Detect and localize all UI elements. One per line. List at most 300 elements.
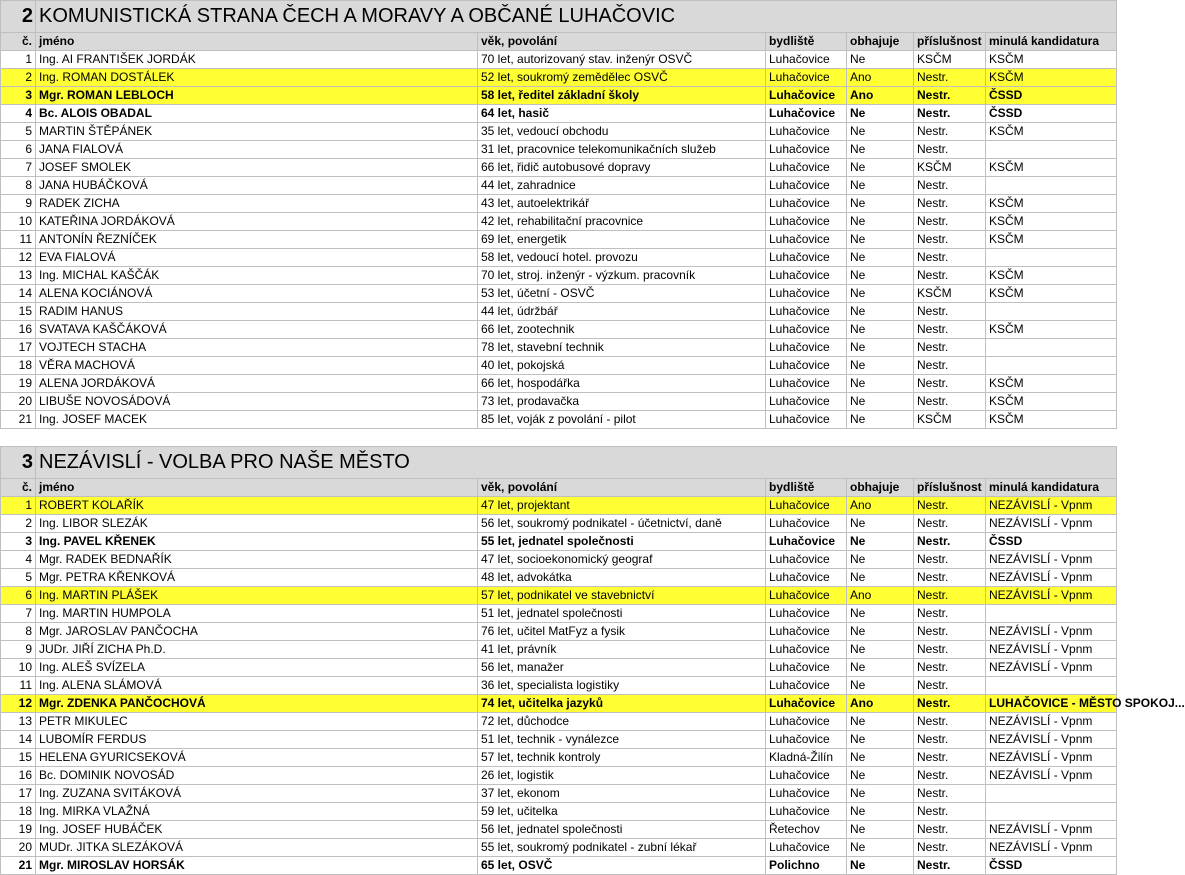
age-occupation-cell[interactable]: 56 let, soukromý podnikatel - účetnictví, daně bbox=[478, 515, 766, 533]
previous-candidacy-cell[interactable]: NEZÁVISLÍ - Vpnm bbox=[986, 497, 1117, 515]
name-cell[interactable]: Ing. LIBOR SLEZÁK bbox=[36, 515, 478, 533]
party-number[interactable]: 2 bbox=[1, 1, 36, 33]
residence-cell[interactable]: Luhačovice bbox=[766, 713, 847, 731]
residence-cell[interactable]: Luhačovice bbox=[766, 785, 847, 803]
age-occupation-cell[interactable]: 70 let, stroj. inženýr - výzkum. pracovník bbox=[478, 267, 766, 285]
affiliation-cell[interactable]: Nestr. bbox=[914, 393, 986, 411]
name-cell[interactable]: ALENA KOCIÁNOVÁ bbox=[36, 285, 478, 303]
column-header-affiliation[interactable]: příslušnost bbox=[914, 479, 986, 497]
column-header-rank[interactable]: č. bbox=[1, 33, 36, 51]
name-cell[interactable]: Ing. PAVEL KŘENEK bbox=[36, 533, 478, 551]
column-header-defends[interactable]: obhajuje bbox=[847, 479, 914, 497]
residence-cell[interactable]: Luhačovice bbox=[766, 731, 847, 749]
previous-candidacy-cell[interactable]: KSČM bbox=[986, 123, 1117, 141]
previous-candidacy-cell[interactable]: NEZÁVISLÍ - Vpnm bbox=[986, 821, 1117, 839]
defends-cell[interactable]: Ne bbox=[847, 177, 914, 195]
previous-candidacy-cell[interactable] bbox=[986, 605, 1117, 623]
previous-candidacy-cell[interactable]: NEZÁVISLÍ - Vpnm bbox=[986, 659, 1117, 677]
rank-cell[interactable]: 1 bbox=[1, 497, 36, 515]
defends-cell[interactable]: Ne bbox=[847, 515, 914, 533]
previous-candidacy-cell[interactable]: NEZÁVISLÍ - Vpnm bbox=[986, 623, 1117, 641]
name-cell[interactable]: Mgr. RADEK BEDNAŘÍK bbox=[36, 551, 478, 569]
rank-cell[interactable]: 19 bbox=[1, 375, 36, 393]
age-occupation-cell[interactable]: 66 let, hospodářka bbox=[478, 375, 766, 393]
age-occupation-cell[interactable]: 66 let, zootechnik bbox=[478, 321, 766, 339]
rank-cell[interactable]: 10 bbox=[1, 213, 36, 231]
name-cell[interactable]: Bc. ALOIS OBADAL bbox=[36, 105, 478, 123]
rank-cell[interactable]: 17 bbox=[1, 339, 36, 357]
rank-cell[interactable]: 21 bbox=[1, 857, 36, 875]
previous-candidacy-cell[interactable]: NEZÁVISLÍ - Vpnm bbox=[986, 641, 1117, 659]
defends-cell[interactable]: Ano bbox=[847, 587, 914, 605]
column-header-name[interactable]: jméno bbox=[36, 479, 478, 497]
previous-candidacy-cell[interactable]: ČSSD bbox=[986, 533, 1117, 551]
previous-candidacy-cell[interactable]: ČSSD bbox=[986, 105, 1117, 123]
rank-cell[interactable]: 6 bbox=[1, 141, 36, 159]
age-occupation-cell[interactable]: 85 let, voják z povolání - pilot bbox=[478, 411, 766, 429]
age-occupation-cell[interactable]: 51 let, jednatel společnosti bbox=[478, 605, 766, 623]
affiliation-cell[interactable]: Nestr. bbox=[914, 713, 986, 731]
previous-candidacy-cell[interactable]: NEZÁVISLÍ - Vpnm bbox=[986, 839, 1117, 857]
residence-cell[interactable]: Luhačovice bbox=[766, 87, 847, 105]
residence-cell[interactable]: Luhačovice bbox=[766, 551, 847, 569]
name-cell[interactable]: Ing. MARTIN HUMPOLA bbox=[36, 605, 478, 623]
age-occupation-cell[interactable]: 72 let, důchodce bbox=[478, 713, 766, 731]
age-occupation-cell[interactable]: 70 let, autorizovaný stav. inženýr OSVČ bbox=[478, 51, 766, 69]
name-cell[interactable]: EVA FIALOVÁ bbox=[36, 249, 478, 267]
defends-cell[interactable]: Ne bbox=[847, 623, 914, 641]
name-cell[interactable]: Mgr. ROMAN LEBLOCH bbox=[36, 87, 478, 105]
rank-cell[interactable]: 7 bbox=[1, 159, 36, 177]
rank-cell[interactable]: 6 bbox=[1, 587, 36, 605]
column-header-rank[interactable]: č. bbox=[1, 479, 36, 497]
residence-cell[interactable]: Luhačovice bbox=[766, 105, 847, 123]
residence-cell[interactable]: Luhačovice bbox=[766, 51, 847, 69]
defends-cell[interactable]: Ne bbox=[847, 677, 914, 695]
name-cell[interactable]: Ing. ZUZANA SVITÁKOVÁ bbox=[36, 785, 478, 803]
residence-cell[interactable]: Luhačovice bbox=[766, 69, 847, 87]
rank-cell[interactable]: 16 bbox=[1, 321, 36, 339]
age-occupation-cell[interactable]: 52 let, soukromý zemědělec OSVČ bbox=[478, 69, 766, 87]
previous-candidacy-cell[interactable] bbox=[986, 249, 1117, 267]
affiliation-cell[interactable]: Nestr. bbox=[914, 587, 986, 605]
age-occupation-cell[interactable]: 56 let, manažer bbox=[478, 659, 766, 677]
defends-cell[interactable]: Ne bbox=[847, 393, 914, 411]
name-cell[interactable]: Mgr. JAROSLAV PANČOCHA bbox=[36, 623, 478, 641]
residence-cell[interactable]: Luhačovice bbox=[766, 141, 847, 159]
affiliation-cell[interactable]: Nestr. bbox=[914, 695, 986, 713]
previous-candidacy-cell[interactable]: NEZÁVISLÍ - Vpnm bbox=[986, 713, 1117, 731]
age-occupation-cell[interactable]: 57 let, technik kontroly bbox=[478, 749, 766, 767]
rank-cell[interactable]: 13 bbox=[1, 713, 36, 731]
column-header-previous-candidacy[interactable]: minulá kandidatura bbox=[986, 33, 1117, 51]
name-cell[interactable]: ALENA JORDÁKOVÁ bbox=[36, 375, 478, 393]
residence-cell[interactable]: Luhačovice bbox=[766, 159, 847, 177]
previous-candidacy-cell[interactable] bbox=[986, 177, 1117, 195]
age-occupation-cell[interactable]: 55 let, soukromý podnikatel - zubní lékař bbox=[478, 839, 766, 857]
defends-cell[interactable]: Ne bbox=[847, 857, 914, 875]
affiliation-cell[interactable]: Nestr. bbox=[914, 839, 986, 857]
previous-candidacy-cell[interactable]: LUHAČOVICE - MĚSTO SPOKOJ... bbox=[986, 695, 1117, 713]
name-cell[interactable]: Ing. ROMAN DOSTÁLEK bbox=[36, 69, 478, 87]
affiliation-cell[interactable]: Nestr. bbox=[914, 641, 986, 659]
defends-cell[interactable]: Ne bbox=[847, 303, 914, 321]
residence-cell[interactable]: Luhačovice bbox=[766, 641, 847, 659]
age-occupation-cell[interactable]: 66 let, řidič autobusové dopravy bbox=[478, 159, 766, 177]
defends-cell[interactable]: Ne bbox=[847, 123, 914, 141]
affiliation-cell[interactable]: Nestr. bbox=[914, 677, 986, 695]
column-header-age-occupation[interactable]: věk, povolání bbox=[478, 479, 766, 497]
column-header-defends[interactable]: obhajuje bbox=[847, 33, 914, 51]
name-cell[interactable]: Ing. JOSEF MACEK bbox=[36, 411, 478, 429]
affiliation-cell[interactable]: KSČM bbox=[914, 285, 986, 303]
defends-cell[interactable]: Ano bbox=[847, 497, 914, 515]
defends-cell[interactable]: Ne bbox=[847, 141, 914, 159]
age-occupation-cell[interactable]: 31 let, pracovnice telekomunikačních služeb bbox=[478, 141, 766, 159]
defends-cell[interactable]: Ne bbox=[847, 533, 914, 551]
residence-cell[interactable]: Luhačovice bbox=[766, 339, 847, 357]
affiliation-cell[interactable]: Nestr. bbox=[914, 321, 986, 339]
affiliation-cell[interactable]: Nestr. bbox=[914, 785, 986, 803]
residence-cell[interactable]: Luhačovice bbox=[766, 213, 847, 231]
defends-cell[interactable]: Ano bbox=[847, 69, 914, 87]
age-occupation-cell[interactable]: 59 let, učitelka bbox=[478, 803, 766, 821]
rank-cell[interactable]: 21 bbox=[1, 411, 36, 429]
affiliation-cell[interactable]: Nestr. bbox=[914, 569, 986, 587]
name-cell[interactable]: Ing. ALEŠ SVÍZELA bbox=[36, 659, 478, 677]
previous-candidacy-cell[interactable]: KSČM bbox=[986, 195, 1117, 213]
previous-candidacy-cell[interactable]: KSČM bbox=[986, 267, 1117, 285]
defends-cell[interactable]: Ano bbox=[847, 87, 914, 105]
name-cell[interactable]: SVATAVA KAŠČÁKOVÁ bbox=[36, 321, 478, 339]
residence-cell[interactable]: Luhačovice bbox=[766, 497, 847, 515]
defends-cell[interactable]: Ano bbox=[847, 695, 914, 713]
residence-cell[interactable]: Luhačovice bbox=[766, 393, 847, 411]
defends-cell[interactable]: Ne bbox=[847, 551, 914, 569]
previous-candidacy-cell[interactable]: NEZÁVISLÍ - Vpnm bbox=[986, 587, 1117, 605]
residence-cell[interactable]: Luhačovice bbox=[766, 267, 847, 285]
name-cell[interactable]: LIBUŠE NOVOSÁDOVÁ bbox=[36, 393, 478, 411]
name-cell[interactable]: JANA FIALOVÁ bbox=[36, 141, 478, 159]
age-occupation-cell[interactable]: 74 let, učitelka jazyků bbox=[478, 695, 766, 713]
previous-candidacy-cell[interactable]: NEZÁVISLÍ - Vpnm bbox=[986, 767, 1117, 785]
previous-candidacy-cell[interactable]: KSČM bbox=[986, 411, 1117, 429]
affiliation-cell[interactable]: Nestr. bbox=[914, 375, 986, 393]
rank-cell[interactable]: 10 bbox=[1, 659, 36, 677]
age-occupation-cell[interactable]: 41 let, právník bbox=[478, 641, 766, 659]
previous-candidacy-cell[interactable]: NEZÁVISLÍ - Vpnm bbox=[986, 515, 1117, 533]
rank-cell[interactable]: 14 bbox=[1, 285, 36, 303]
rank-cell[interactable]: 18 bbox=[1, 357, 36, 375]
age-occupation-cell[interactable]: 48 let, advokátka bbox=[478, 569, 766, 587]
previous-candidacy-cell[interactable]: KSČM bbox=[986, 213, 1117, 231]
residence-cell[interactable]: Luhačovice bbox=[766, 231, 847, 249]
age-occupation-cell[interactable]: 40 let, pokojská bbox=[478, 357, 766, 375]
name-cell[interactable]: Mgr. PETRA KŘENKOVÁ bbox=[36, 569, 478, 587]
previous-candidacy-cell[interactable]: NEZÁVISLÍ - Vpnm bbox=[986, 569, 1117, 587]
previous-candidacy-cell[interactable]: KSČM bbox=[986, 51, 1117, 69]
previous-candidacy-cell[interactable]: ČSSD bbox=[986, 857, 1117, 875]
residence-cell[interactable]: Luhačovice bbox=[766, 767, 847, 785]
affiliation-cell[interactable]: Nestr. bbox=[914, 195, 986, 213]
previous-candidacy-cell[interactable]: KSČM bbox=[986, 231, 1117, 249]
name-cell[interactable]: RADEK ZICHA bbox=[36, 195, 478, 213]
party-number[interactable]: 3 bbox=[1, 447, 36, 479]
defends-cell[interactable]: Ne bbox=[847, 659, 914, 677]
age-occupation-cell[interactable]: 55 let, jednatel společnosti bbox=[478, 533, 766, 551]
previous-candidacy-cell[interactable]: KSČM bbox=[986, 159, 1117, 177]
rank-cell[interactable]: 12 bbox=[1, 695, 36, 713]
affiliation-cell[interactable]: Nestr. bbox=[914, 803, 986, 821]
name-cell[interactable]: VOJTECH STACHA bbox=[36, 339, 478, 357]
residence-cell[interactable]: Řetechov bbox=[766, 821, 847, 839]
defends-cell[interactable]: Ne bbox=[847, 321, 914, 339]
affiliation-cell[interactable]: KSČM bbox=[914, 411, 986, 429]
age-occupation-cell[interactable]: 58 let, ředitel základní školy bbox=[478, 87, 766, 105]
name-cell[interactable]: PETR MIKULEC bbox=[36, 713, 478, 731]
name-cell[interactable]: Bc. DOMINIK NOVOSÁD bbox=[36, 767, 478, 785]
rank-cell[interactable]: 4 bbox=[1, 551, 36, 569]
rank-cell[interactable]: 2 bbox=[1, 69, 36, 87]
defends-cell[interactable]: Ne bbox=[847, 641, 914, 659]
affiliation-cell[interactable]: Nestr. bbox=[914, 515, 986, 533]
affiliation-cell[interactable]: Nestr. bbox=[914, 123, 986, 141]
defends-cell[interactable]: Ne bbox=[847, 213, 914, 231]
affiliation-cell[interactable]: Nestr. bbox=[914, 821, 986, 839]
defends-cell[interactable]: Ne bbox=[847, 605, 914, 623]
previous-candidacy-cell[interactable] bbox=[986, 785, 1117, 803]
residence-cell[interactable]: Luhačovice bbox=[766, 375, 847, 393]
affiliation-cell[interactable]: Nestr. bbox=[914, 177, 986, 195]
affiliation-cell[interactable]: Nestr. bbox=[914, 231, 986, 249]
age-occupation-cell[interactable]: 53 let, účetní - OSVČ bbox=[478, 285, 766, 303]
rank-cell[interactable]: 20 bbox=[1, 393, 36, 411]
rank-cell[interactable]: 3 bbox=[1, 87, 36, 105]
name-cell[interactable]: JANA HUBÁČKOVÁ bbox=[36, 177, 478, 195]
rank-cell[interactable]: 11 bbox=[1, 231, 36, 249]
rank-cell[interactable]: 2 bbox=[1, 515, 36, 533]
residence-cell[interactable]: Luhačovice bbox=[766, 677, 847, 695]
name-cell[interactable]: Ing. MICHAL KAŠČÁK bbox=[36, 267, 478, 285]
previous-candidacy-cell[interactable]: NEZÁVISLÍ - Vpnm bbox=[986, 551, 1117, 569]
rank-cell[interactable]: 1 bbox=[1, 51, 36, 69]
age-occupation-cell[interactable]: 51 let, technik - vynálezce bbox=[478, 731, 766, 749]
defends-cell[interactable]: Ne bbox=[847, 731, 914, 749]
age-occupation-cell[interactable]: 36 let, specialista logistiky bbox=[478, 677, 766, 695]
age-occupation-cell[interactable]: 43 let, autoelektrikář bbox=[478, 195, 766, 213]
residence-cell[interactable]: Luhačovice bbox=[766, 411, 847, 429]
defends-cell[interactable]: Ne bbox=[847, 249, 914, 267]
age-occupation-cell[interactable]: 76 let, učitel MatFyz a fysik bbox=[478, 623, 766, 641]
rank-cell[interactable]: 9 bbox=[1, 195, 36, 213]
rank-cell[interactable]: 15 bbox=[1, 749, 36, 767]
party-name[interactable]: KOMUNISTICKÁ STRANA ČECH A MORAVY A OBČANÉ LUHAČOVIC bbox=[36, 1, 1117, 33]
defends-cell[interactable]: Ne bbox=[847, 569, 914, 587]
age-occupation-cell[interactable]: 35 let, vedoucí obchodu bbox=[478, 123, 766, 141]
affiliation-cell[interactable]: Nestr. bbox=[914, 659, 986, 677]
rank-cell[interactable]: 18 bbox=[1, 803, 36, 821]
age-occupation-cell[interactable]: 44 let, zahradnice bbox=[478, 177, 766, 195]
affiliation-cell[interactable]: KSČM bbox=[914, 159, 986, 177]
previous-candidacy-cell[interactable]: NEZÁVISLÍ - Vpnm bbox=[986, 731, 1117, 749]
name-cell[interactable]: ANTONÍN ŘEZNÍČEK bbox=[36, 231, 478, 249]
residence-cell[interactable]: Luhačovice bbox=[766, 605, 847, 623]
residence-cell[interactable]: Luhačovice bbox=[766, 249, 847, 267]
affiliation-cell[interactable]: Nestr. bbox=[914, 339, 986, 357]
age-occupation-cell[interactable]: 42 let, rehabilitační pracovnice bbox=[478, 213, 766, 231]
name-cell[interactable]: Ing. JOSEF HUBÁČEK bbox=[36, 821, 478, 839]
previous-candidacy-cell[interactable] bbox=[986, 141, 1117, 159]
name-cell[interactable]: Mgr. MIROSLAV HORSÁK bbox=[36, 857, 478, 875]
name-cell[interactable]: Ing. AI FRANTIŠEK JORDÁK bbox=[36, 51, 478, 69]
previous-candidacy-cell[interactable]: ČSSD bbox=[986, 87, 1117, 105]
rank-cell[interactable]: 16 bbox=[1, 767, 36, 785]
age-occupation-cell[interactable]: 37 let, ekonom bbox=[478, 785, 766, 803]
column-header-residence[interactable]: bydliště bbox=[766, 33, 847, 51]
previous-candidacy-cell[interactable] bbox=[986, 677, 1117, 695]
affiliation-cell[interactable]: KSČM bbox=[914, 51, 986, 69]
defends-cell[interactable]: Ne bbox=[847, 231, 914, 249]
previous-candidacy-cell[interactable] bbox=[986, 303, 1117, 321]
defends-cell[interactable]: Ne bbox=[847, 411, 914, 429]
affiliation-cell[interactable]: Nestr. bbox=[914, 87, 986, 105]
name-cell[interactable]: Ing. MARTIN PLÁŠEK bbox=[36, 587, 478, 605]
affiliation-cell[interactable]: Nestr. bbox=[914, 731, 986, 749]
residence-cell[interactable]: Luhačovice bbox=[766, 303, 847, 321]
rank-cell[interactable]: 5 bbox=[1, 569, 36, 587]
rank-cell[interactable]: 20 bbox=[1, 839, 36, 857]
defends-cell[interactable]: Ne bbox=[847, 785, 914, 803]
name-cell[interactable]: LUBOMÍR FERDUS bbox=[36, 731, 478, 749]
age-occupation-cell[interactable]: 44 let, údržbář bbox=[478, 303, 766, 321]
rank-cell[interactable]: 5 bbox=[1, 123, 36, 141]
name-cell[interactable]: JOSEF SMOLEK bbox=[36, 159, 478, 177]
age-occupation-cell[interactable]: 78 let, stavební technik bbox=[478, 339, 766, 357]
residence-cell[interactable]: Luhačovice bbox=[766, 321, 847, 339]
age-occupation-cell[interactable]: 65 let, OSVČ bbox=[478, 857, 766, 875]
rank-cell[interactable]: 14 bbox=[1, 731, 36, 749]
previous-candidacy-cell[interactable] bbox=[986, 357, 1117, 375]
residence-cell[interactable]: Luhačovice bbox=[766, 659, 847, 677]
rank-cell[interactable]: 11 bbox=[1, 677, 36, 695]
name-cell[interactable]: MARTIN ŠTĚPÁNEK bbox=[36, 123, 478, 141]
name-cell[interactable]: VĚRA MACHOVÁ bbox=[36, 357, 478, 375]
column-header-affiliation[interactable]: příslušnost bbox=[914, 33, 986, 51]
residence-cell[interactable]: Luhačovice bbox=[766, 515, 847, 533]
residence-cell[interactable]: Luhačovice bbox=[766, 569, 847, 587]
previous-candidacy-cell[interactable]: KSČM bbox=[986, 393, 1117, 411]
name-cell[interactable]: Mgr. ZDENKA PANČOCHOVÁ bbox=[36, 695, 478, 713]
affiliation-cell[interactable]: Nestr. bbox=[914, 497, 986, 515]
defends-cell[interactable]: Ne bbox=[847, 375, 914, 393]
affiliation-cell[interactable]: Nestr. bbox=[914, 105, 986, 123]
residence-cell[interactable]: Luhačovice bbox=[766, 285, 847, 303]
residence-cell[interactable]: Luhačovice bbox=[766, 839, 847, 857]
age-occupation-cell[interactable]: 69 let, energetik bbox=[478, 231, 766, 249]
defends-cell[interactable]: Ne bbox=[847, 105, 914, 123]
age-occupation-cell[interactable]: 57 let, podnikatel ve stavebnictví bbox=[478, 587, 766, 605]
rank-cell[interactable]: 4 bbox=[1, 105, 36, 123]
previous-candidacy-cell[interactable]: KSČM bbox=[986, 321, 1117, 339]
column-header-age-occupation[interactable]: věk, povolání bbox=[478, 33, 766, 51]
rank-cell[interactable]: 15 bbox=[1, 303, 36, 321]
defends-cell[interactable]: Ne bbox=[847, 749, 914, 767]
column-header-previous-candidacy[interactable]: minulá kandidatura bbox=[986, 479, 1117, 497]
residence-cell[interactable]: Luhačovice bbox=[766, 803, 847, 821]
residence-cell[interactable]: Luhačovice bbox=[766, 195, 847, 213]
age-occupation-cell[interactable]: 26 let, logistik bbox=[478, 767, 766, 785]
affiliation-cell[interactable]: Nestr. bbox=[914, 623, 986, 641]
residence-cell[interactable]: Luhačovice bbox=[766, 177, 847, 195]
residence-cell[interactable]: Luhačovice bbox=[766, 533, 847, 551]
affiliation-cell[interactable]: Nestr. bbox=[914, 767, 986, 785]
affiliation-cell[interactable]: Nestr. bbox=[914, 605, 986, 623]
affiliation-cell[interactable]: Nestr. bbox=[914, 267, 986, 285]
rank-cell[interactable]: 17 bbox=[1, 785, 36, 803]
name-cell[interactable]: KATEŘINA JORDÁKOVÁ bbox=[36, 213, 478, 231]
name-cell[interactable]: RADIM HANUS bbox=[36, 303, 478, 321]
defends-cell[interactable]: Ne bbox=[847, 839, 914, 857]
affiliation-cell[interactable]: Nestr. bbox=[914, 551, 986, 569]
rank-cell[interactable]: 9 bbox=[1, 641, 36, 659]
name-cell[interactable]: ROBERT KOLAŘÍK bbox=[36, 497, 478, 515]
age-occupation-cell[interactable]: 64 let, hasič bbox=[478, 105, 766, 123]
name-cell[interactable]: HELENA GYURICSEKOVÁ bbox=[36, 749, 478, 767]
defends-cell[interactable]: Ne bbox=[847, 339, 914, 357]
defends-cell[interactable]: Ne bbox=[847, 357, 914, 375]
affiliation-cell[interactable]: Nestr. bbox=[914, 213, 986, 231]
affiliation-cell[interactable]: Nestr. bbox=[914, 141, 986, 159]
column-header-name[interactable]: jméno bbox=[36, 33, 478, 51]
defends-cell[interactable]: Ne bbox=[847, 767, 914, 785]
age-occupation-cell[interactable]: 58 let, vedoucí hotel. provozu bbox=[478, 249, 766, 267]
rank-cell[interactable]: 7 bbox=[1, 605, 36, 623]
age-occupation-cell[interactable]: 47 let, projektant bbox=[478, 497, 766, 515]
column-header-residence[interactable]: bydliště bbox=[766, 479, 847, 497]
age-occupation-cell[interactable]: 73 let, prodavačka bbox=[478, 393, 766, 411]
party-name[interactable]: NEZÁVISLÍ - VOLBA PRO NAŠE MĚSTO bbox=[36, 447, 1117, 479]
residence-cell[interactable]: Luhačovice bbox=[766, 123, 847, 141]
affiliation-cell[interactable]: Nestr. bbox=[914, 69, 986, 87]
defends-cell[interactable]: Ne bbox=[847, 195, 914, 213]
residence-cell[interactable]: Luhačovice bbox=[766, 587, 847, 605]
affiliation-cell[interactable]: Nestr. bbox=[914, 357, 986, 375]
rank-cell[interactable]: 3 bbox=[1, 533, 36, 551]
affiliation-cell[interactable]: Nestr. bbox=[914, 533, 986, 551]
previous-candidacy-cell[interactable]: KSČM bbox=[986, 375, 1117, 393]
previous-candidacy-cell[interactable]: NEZÁVISLÍ - Vpnm bbox=[986, 749, 1117, 767]
affiliation-cell[interactable]: Nestr. bbox=[914, 749, 986, 767]
rank-cell[interactable]: 8 bbox=[1, 623, 36, 641]
age-occupation-cell[interactable]: 56 let, jednatel společnosti bbox=[478, 821, 766, 839]
residence-cell[interactable]: Kladná-Žilín bbox=[766, 749, 847, 767]
name-cell[interactable]: JUDr. JIŘÍ ZICHA Ph.D. bbox=[36, 641, 478, 659]
defends-cell[interactable]: Ne bbox=[847, 159, 914, 177]
previous-candidacy-cell[interactable] bbox=[986, 339, 1117, 357]
defends-cell[interactable]: Ne bbox=[847, 713, 914, 731]
name-cell[interactable]: Ing. ALENA SLÁMOVÁ bbox=[36, 677, 478, 695]
defends-cell[interactable]: Ne bbox=[847, 285, 914, 303]
defends-cell[interactable]: Ne bbox=[847, 803, 914, 821]
rank-cell[interactable]: 12 bbox=[1, 249, 36, 267]
residence-cell[interactable]: Polichno bbox=[766, 857, 847, 875]
affiliation-cell[interactable]: Nestr. bbox=[914, 303, 986, 321]
rank-cell[interactable]: 8 bbox=[1, 177, 36, 195]
previous-candidacy-cell[interactable]: KSČM bbox=[986, 69, 1117, 87]
rank-cell[interactable]: 13 bbox=[1, 267, 36, 285]
defends-cell[interactable]: Ne bbox=[847, 267, 914, 285]
affiliation-cell[interactable]: Nestr. bbox=[914, 249, 986, 267]
